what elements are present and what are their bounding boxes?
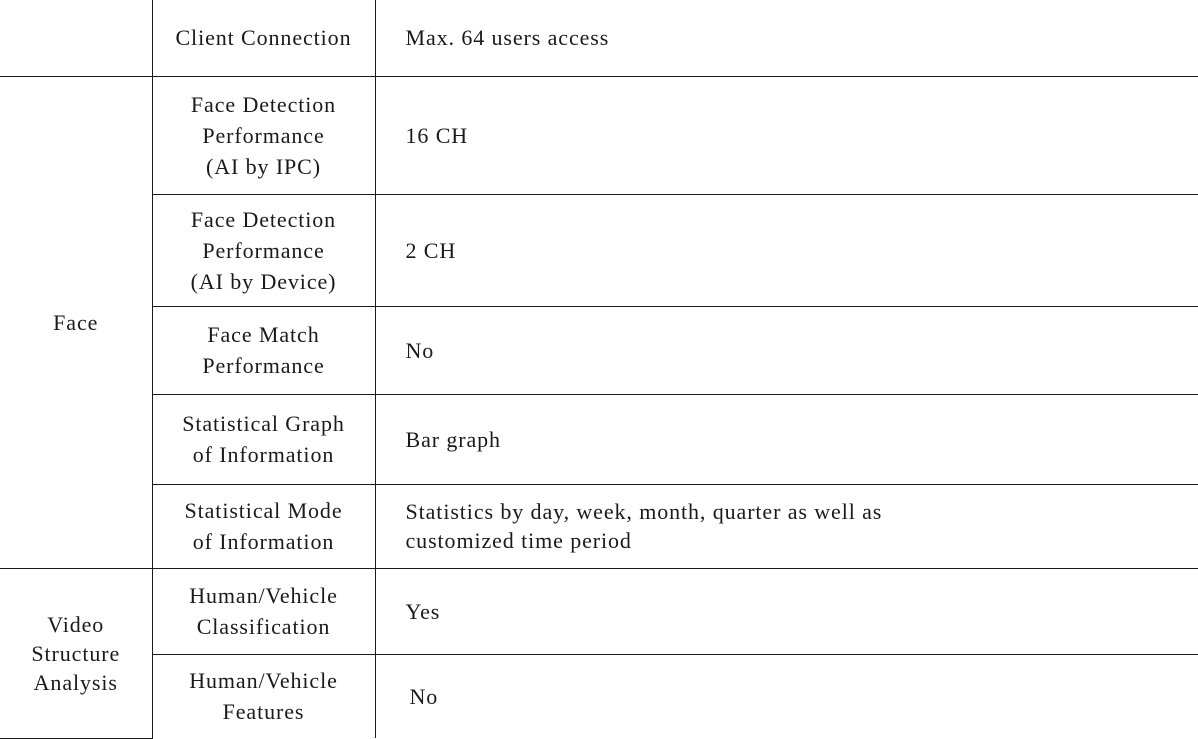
feature-cell	[152, 394, 375, 484]
feature-label: Human/Vehicle Classification	[153, 580, 375, 642]
table-row	[0, 194, 1198, 306]
table-row	[0, 654, 1198, 738]
value-cell	[375, 306, 1198, 394]
category-cell-face	[0, 76, 152, 568]
feature-cell	[152, 306, 375, 394]
table-row	[0, 306, 1198, 394]
table-row	[0, 394, 1198, 484]
value-cell	[375, 394, 1198, 484]
feature-cell	[152, 0, 375, 76]
value-cell	[375, 0, 1198, 76]
value-label: Bar graph	[406, 424, 1198, 455]
table-row	[0, 568, 1198, 654]
value-label: 2 CH	[406, 235, 1198, 266]
feature-label: Face Detection Performance (AI by IPC)	[153, 89, 375, 182]
feature-cell	[152, 568, 375, 654]
feature-label: Client Connection	[153, 22, 375, 53]
feature-cell	[152, 484, 375, 568]
value-label: No	[406, 335, 1198, 366]
feature-cell	[152, 194, 375, 306]
feature-label: Face Match Performance	[153, 319, 375, 381]
value-label: No	[406, 681, 1198, 712]
feature-cell	[152, 76, 375, 194]
table-row	[0, 0, 1198, 76]
value-label: Statistics by day, week, month, quarter as well as customized time period	[406, 497, 1198, 555]
value-cell	[375, 76, 1198, 194]
table-row	[0, 484, 1198, 568]
value-cell	[375, 568, 1198, 654]
table-row	[0, 76, 1198, 194]
feature-label: Human/Vehicle Features	[153, 665, 375, 727]
category-cell-video-structure-analysis	[0, 568, 152, 738]
value-cell	[375, 654, 1198, 738]
value-cell	[375, 484, 1198, 568]
value-cell	[375, 194, 1198, 306]
feature-label: Face Detection Performance (AI by Device)	[153, 204, 375, 297]
category-cell-empty	[0, 0, 152, 76]
value-label: Yes	[406, 596, 1198, 627]
feature-label: Statistical Graph of Information	[153, 408, 375, 470]
feature-label: Statistical Mode of Information	[153, 495, 375, 557]
category-label: Video Structure Analysis	[0, 610, 152, 697]
feature-cell	[152, 654, 375, 738]
value-label: Max. 64 users access	[406, 22, 1198, 53]
value-label: 16 CH	[406, 120, 1198, 151]
category-label: Face	[0, 308, 152, 337]
